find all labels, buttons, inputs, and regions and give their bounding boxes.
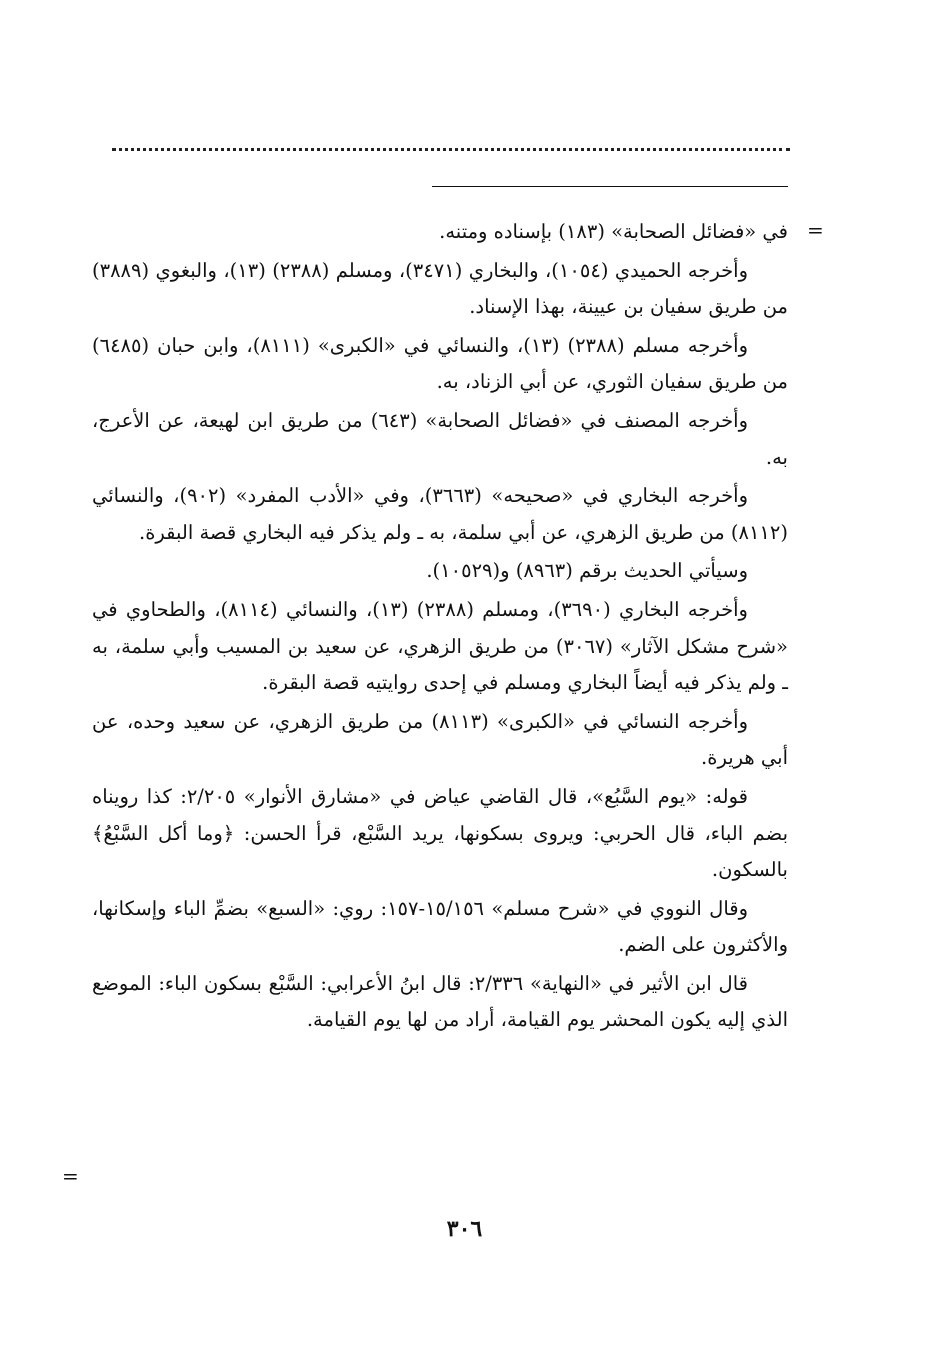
footnote-paragraph: وقال النووي في «شرح مسلم» ١٥/١٥٦-١٥٧: روي: «السبع» بضمِّ الباء وإسكانها، والأكثرون على الضم. [92, 896, 788, 957]
footnote-separator-line [432, 186, 788, 187]
footnote-paragraph: وسيأتي الحديث برقم (٨٩٦٣) و(١٠٥٢٩). [426, 559, 748, 583]
footnote-paragraph: قال ابن الأثير في «النهاية» ٢/٣٣٦: قال ابنُ الأعرابي: السَّبْع بسكون الباء: الموضع الذي إليه يكون المحشر يوم القيامة، أراد من لها يوم القيامة. [92, 971, 788, 1032]
footnote-paragraph: وأخرجه مسلم (٢٣٨٨) (١٣)، والنسائي في «الكبرى» (٨١١١)، وابن حبان (٦٤٨٥) من طريق سفيان الثوري، عن أبي الزناد، به. [92, 333, 788, 394]
footnote-paragraph: في «فضائل الصحابة» (١٨٣) بإسناده ومتنه. [439, 220, 788, 243]
footnote-paragraph: وأخرجه البخاري في «صحيحه» (٣٦٦٣)، وفي «الأدب المفرد» (٩٠٢)، والنسائي (٨١١٢) من طريق الزهري، عن أبي سلمة، به ـ ولم يذكر فيه البخاري قصة البقرة. [92, 484, 788, 544]
footnote-paragraph: وأخرجه الحميدي (١٠٥٤)، والبخاري (٣٤٧١)، ومسلم (٢٣٨٨) (١٣)، والبغوي (٣٨٨٩) من طريق سفيان بن عيينة، بهذا الإسناد. [92, 258, 788, 319]
continuation-mark-top: = [807, 218, 824, 242]
footnote-paragraph: وأخرجه النسائي في «الكبرى» (٨١١٣) من طريق الزهري، عن سعيد وحده، عن أبي هريرة. [92, 709, 788, 770]
footnote-paragraph: وأخرجه المصنف في «فضائل الصحابة» (٦٤٣) من طريق ابن لهيعة، عن الأعرج، به. [92, 408, 788, 469]
footnote-paragraph: قوله: «يوم السَّبُع»، قال القاضي عياض في «مشارق الأنوار» ٢/٢٠٥: كذا رويناه بضم الباء، قال الحربي: ويروى بسكونها، يريد السَّبْع، قرأ الحسن: ﴿وما أكل السَّبْعُ﴾ بالسكون. [92, 784, 788, 882]
footnotes-block [92, 214, 788, 1041]
page-number: ٣٠٦ [446, 1216, 483, 1242]
main-text-dotted-separator [112, 148, 790, 151]
continuation-mark-bottom: = [62, 1164, 79, 1188]
footnote-paragraph: وأخرجه البخاري (٣٦٩٠)، ومسلم (٢٣٨٨) (١٣)، والنسائي (٨١١٤)، والطحاوي في «شرح مشكل الآثار» (٣٠٦٧) من طريق الزهري، عن سعيد بن المسيب وأبي سلمة، به ـ ولم يذكر فيه أيضاً البخاري ومسلم في إحدى روايتيه قصة البقرة. [92, 597, 788, 695]
